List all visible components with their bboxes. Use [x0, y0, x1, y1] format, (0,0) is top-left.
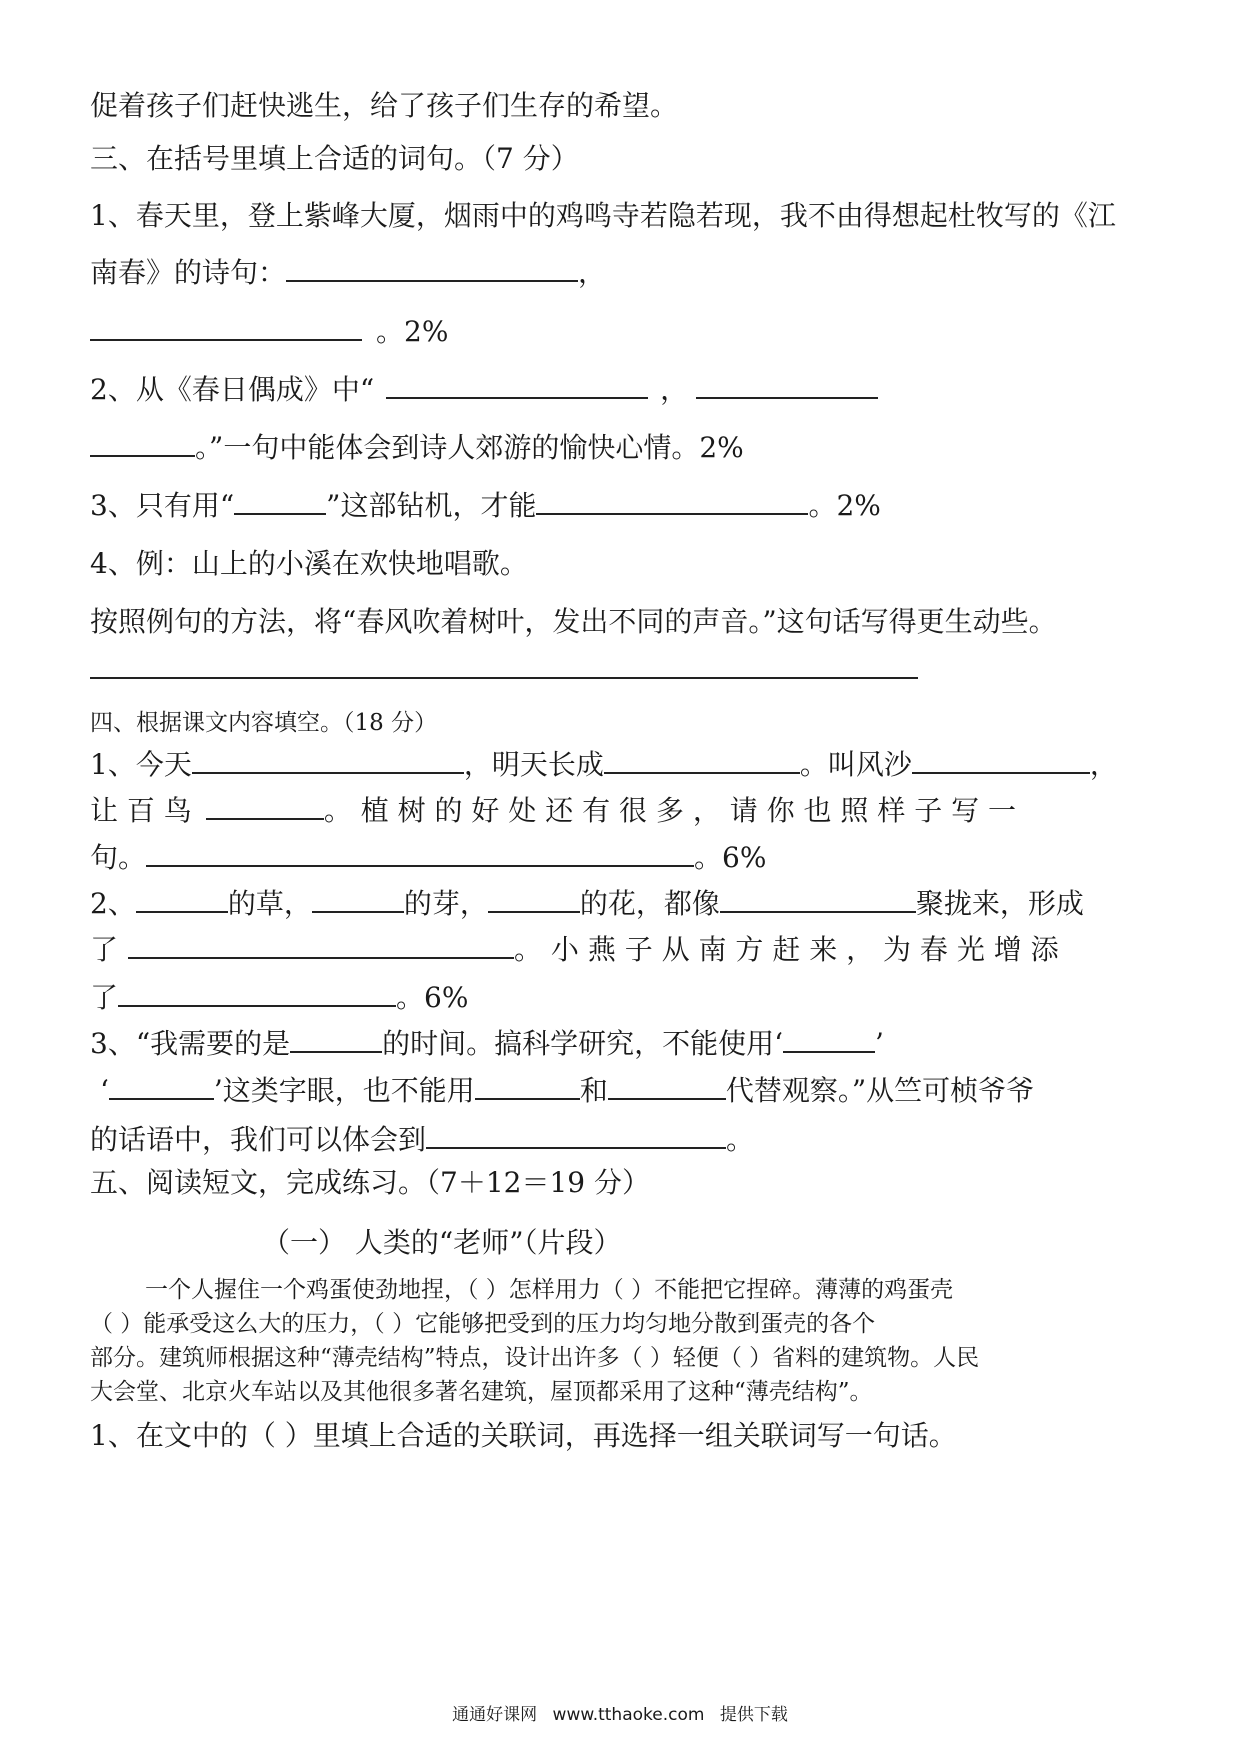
text: 的芽，: [403, 887, 488, 920]
question-3-2-cont: [90, 428, 744, 468]
question-4-2-cont: [90, 930, 1059, 970]
answer-blank[interactable]: [696, 371, 878, 399]
section-3-heading: 三、在括号里填上合适的词句。（7 分）: [90, 142, 579, 175]
text: 代替观察。”从竺可桢爷爷: [725, 1074, 1035, 1107]
question-3-4-answer-line: [90, 650, 918, 690]
text: 了: [90, 933, 119, 966]
text: 。6%: [396, 981, 469, 1014]
question-4-1: [90, 745, 1118, 785]
text: 。2%: [808, 489, 881, 522]
answer-blank[interactable]: [146, 839, 694, 867]
text: ‘: [100, 1074, 109, 1107]
question-3-1-cont2: [90, 312, 448, 352]
answer-blank[interactable]: [286, 254, 578, 282]
section-4-heading: 四、根据课文内容填空。（18 分）: [90, 710, 438, 736]
passage-title: （一） 人类的“老师”（片段）: [262, 1226, 622, 1259]
page-footer: [0, 1700, 1240, 1725]
text: ，明天长成: [463, 748, 604, 781]
answer-blank[interactable]: [90, 429, 195, 457]
text: 的话语中，我们可以体会到: [90, 1123, 427, 1156]
text: ’: [875, 1027, 884, 1060]
answer-blank[interactable]: [312, 885, 404, 913]
passage-line: （ ）能承受这么大的压力，（ ）它能够把受到的压力均匀地分散到蛋壳的各个: [90, 1311, 876, 1337]
text: 。叫风沙: [799, 748, 912, 781]
question-5-1: 1、在文中的（ ）里填上合适的关联词，再选择一组关联词写一句话。: [90, 1419, 957, 1452]
text: 和: [579, 1074, 608, 1107]
passage-line: 大会堂、北京火车站以及其他很多著名建筑，屋顶都采用了这种“薄壳结构”。: [90, 1379, 873, 1405]
text: 3、“我需要的是: [90, 1027, 291, 1060]
question-4-3-cont2: [90, 1120, 754, 1160]
passage-line: 一个人握住一个鸡蛋使劲地捏，（ ）怎样用力（ ）不能把它捏碎。薄薄的鸡蛋壳: [145, 1277, 954, 1303]
text: 2、: [90, 887, 136, 920]
text: 南春》的诗句：: [90, 256, 287, 289]
text: ’这类字眼，也不能用: [213, 1074, 475, 1107]
footer-url[interactable]: www.tthaoke.com: [552, 1705, 705, 1725]
question-3-2: [90, 370, 878, 410]
text: 句。: [90, 841, 147, 874]
text: 聚拢来，形成: [915, 887, 1084, 920]
text: ”这部钻机，才能: [326, 489, 537, 522]
answer-blank[interactable]: [488, 885, 580, 913]
answer-blank[interactable]: [109, 1072, 214, 1100]
answer-blank[interactable]: [290, 1025, 382, 1053]
text: ，: [1089, 748, 1118, 781]
answer-blank[interactable]: [912, 746, 1090, 774]
text: 的草，: [227, 887, 312, 920]
question-4-3-cont: [90, 1071, 1034, 1111]
footer-note: 提供下载: [719, 1705, 788, 1725]
answer-blank[interactable]: [604, 746, 800, 774]
text-line: 促着孩子们赶快逃生，给了孩子们生存的希望。: [90, 89, 679, 122]
text: 。 植 树 的 好 处 还 有 很 多 ， 请 你 也 照 样 子 写 一: [323, 794, 1017, 827]
passage-line: 部分。建筑师根据这种“薄壳结构”特点，设计出许多（ ）轻便（ ）省料的建筑物。人民: [90, 1345, 980, 1371]
question-3-1-cont: [90, 253, 606, 293]
question-4-1-cont: [90, 791, 1016, 831]
answer-blank[interactable]: [136, 885, 228, 913]
text: 的花，都像: [579, 887, 720, 920]
answer-blank[interactable]: [192, 746, 464, 774]
footer-site-name: 通通好课网: [452, 1705, 538, 1725]
text: 让 百 鸟: [90, 794, 192, 827]
answer-blank[interactable]: [608, 1072, 726, 1100]
question-3-1: 1、春天里，登上紫峰大厦，烟雨中的鸡鸣寺若隐若现，我不由得想起杜牧写的《江: [90, 199, 1116, 232]
answer-blank[interactable]: [90, 651, 918, 679]
text: 。”一句中能体会到诗人郊游的愉快心情。2%: [195, 431, 744, 464]
answer-blank[interactable]: [475, 1072, 580, 1100]
text: 1、今天: [90, 748, 192, 781]
answer-blank[interactable]: [206, 792, 324, 820]
answer-blank[interactable]: [128, 931, 514, 959]
question-4-3: [90, 1024, 884, 1064]
text: 了: [90, 981, 119, 1014]
question-3-4-instruction: 按照例句的方法，将“春风吹着树叶，发出不同的声音。”这句话写得更生动些。: [90, 605, 1057, 638]
text: ，: [660, 373, 689, 406]
answer-blank[interactable]: [720, 885, 916, 913]
question-3-4: 4、例：山上的小溪在欢快地唱歌。: [90, 547, 528, 580]
question-4-1-cont2: [90, 838, 766, 878]
section-5-heading: 五、阅读短文，完成练习。（7＋12＝19 分）: [90, 1166, 650, 1199]
answer-blank[interactable]: [783, 1025, 875, 1053]
text: 。: [726, 1123, 755, 1156]
answer-blank[interactable]: [426, 1121, 726, 1149]
text: 3、只有用“: [90, 489, 235, 522]
answer-blank[interactable]: [386, 371, 648, 399]
answer-blank[interactable]: [118, 979, 396, 1007]
answer-blank[interactable]: [536, 487, 808, 515]
text: 。 小 燕 子 从 南 方 赶 来 ， 为 春 光 增 添: [514, 933, 1059, 966]
text: 的时间。搞科学研究，不能使用‘: [382, 1027, 784, 1060]
text: 2、从《春日偶成》中“: [90, 373, 375, 406]
question-4-2-cont2: [90, 978, 468, 1018]
text: ，: [578, 256, 607, 289]
answer-blank[interactable]: [234, 487, 326, 515]
question-3-3: [90, 486, 881, 526]
text: 。2%: [376, 315, 449, 348]
answer-blank[interactable]: [90, 313, 362, 341]
text: 。6%: [694, 841, 767, 874]
question-4-2: [90, 884, 1084, 924]
